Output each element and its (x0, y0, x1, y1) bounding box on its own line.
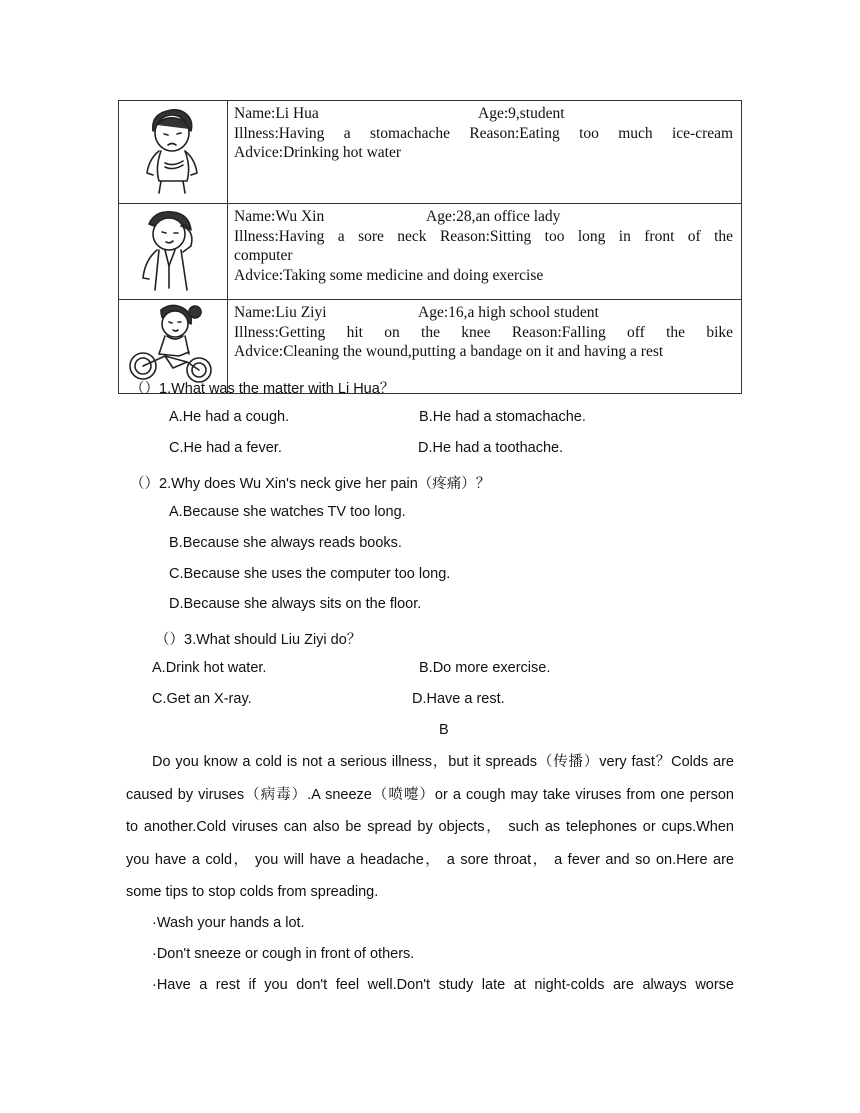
patient-name: Name:Li Hua (234, 105, 319, 122)
patient-name: Name:Liu Ziyi (234, 304, 327, 321)
patient-advice: Advice:Cleaning the wound,putting a bandage on it and having a rest (234, 343, 664, 360)
table-row (119, 204, 742, 300)
woman-holding-neck-icon (119, 204, 227, 292)
patient-illness: Illness:Having a stomachache Reason:Eating too much ice-cream (234, 124, 734, 142)
option-1c: C.He had a fever. (169, 440, 282, 456)
tip-item: ·Have a rest if you don't feel well.Don't study late at night-colds are always worse (152, 977, 734, 993)
patient-illness-continued: computer (234, 247, 293, 264)
option-2c: C.Because she uses the computer too long. (169, 566, 451, 582)
question-1: （）1.What was the matter with Li Hua？ (130, 381, 395, 397)
passage-line: Do you know a cold is not a serious illness，but it spreads（传播）very fast？Colds are (152, 754, 734, 770)
patient-info-cell (228, 204, 742, 300)
patient-age: Age:9,student (478, 105, 565, 122)
option-1d: D.He had a toothache. (418, 440, 564, 456)
option-3c: C.Get an X-ray. (152, 691, 252, 707)
patient-name: Name:Wu Xin (234, 208, 325, 225)
patient-advice: Advice:Taking some medicine and doing exercise (234, 266, 544, 284)
passage-line: some tips to stop colds from spreading. (126, 884, 379, 901)
patient-illness: Illness:Having a sore neck Reason:Sitting too long in front of the (234, 227, 734, 245)
option-3b: B.Do more exercise. (419, 660, 551, 676)
option-1a: A.He had a cough. (169, 409, 290, 425)
passage-line: caused by viruses（病毒）.A sneeze（喷嚏）or a cough may take viruses from one person (126, 786, 734, 803)
boy-holding-stomach-icon (119, 101, 227, 196)
passage-line: you have a cold， you will have a headache， a sore throat， a fever and so on.Here are (126, 851, 734, 868)
option-3d: D.Have a rest. (412, 691, 505, 707)
tip-item: ·Wash your hands a lot. (152, 915, 305, 931)
tip-item-wrap (152, 969, 734, 1002)
option-1b: B.He had a stomachache. (419, 409, 586, 425)
question-3: （）3.What should Liu Ziyi do？ (155, 632, 362, 648)
patient-table (118, 100, 742, 394)
patient-age: Age:16,a high school student (418, 304, 599, 321)
patient-advice: Advice:Drinking hot water (234, 144, 402, 161)
illustration-cell (119, 101, 228, 204)
passage-line: to another.Cold viruses can also be spread by objects， such as telephones or cups.When (126, 819, 734, 836)
passage (126, 746, 734, 909)
patient-illness: Illness:Getting hit on the knee Reason:Falling off the bike (234, 323, 734, 341)
table-row (119, 101, 742, 204)
patient-age: Age:28,an office lady (426, 208, 561, 225)
option-2d: D.Because she always sits on the floor. (169, 596, 422, 612)
illustration-cell (119, 204, 228, 300)
option-3a: A.Drink hot water. (152, 660, 267, 676)
option-2b: B.Because she always reads books. (169, 535, 402, 551)
option-2a: A.Because she watches TV too long. (169, 504, 406, 520)
patient-info-cell (228, 101, 742, 204)
section-heading: B (439, 722, 449, 738)
tip-item: ·Don't sneeze or cough in front of others. (152, 946, 415, 962)
question-2: （）2.Why does Wu Xin's neck give her pain（疼痛）？ (130, 476, 491, 492)
girl-fallen-off-bike-icon (119, 300, 227, 386)
